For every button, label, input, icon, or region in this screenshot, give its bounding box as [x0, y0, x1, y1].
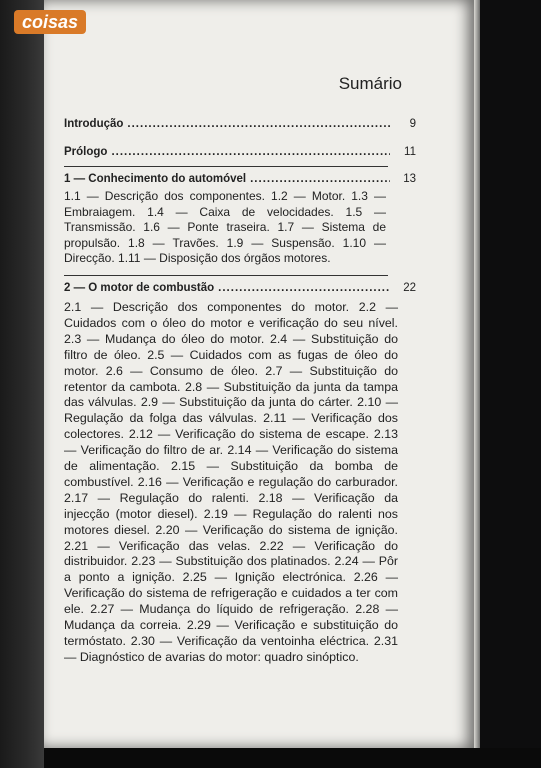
divider — [64, 275, 388, 276]
table-of-contents — [64, 118, 416, 666]
toc-entry-label: Introdução — [64, 118, 124, 130]
toc-entry-page: 9 — [409, 118, 416, 130]
toc-entry-prologo — [64, 146, 416, 158]
book-spine — [0, 0, 44, 768]
toc-entry-chapter-2 — [64, 282, 416, 294]
toc-entry-label: 1 — Conhecimento do automóvel — [64, 173, 247, 185]
toc-entry-page: 13 — [403, 173, 416, 185]
leader-dots — [127, 118, 390, 130]
toc-entry-label: 2 — O motor de combustão — [64, 281, 215, 294]
leader-dots — [250, 173, 390, 185]
page-edge — [474, 0, 480, 748]
chapter-2-sections: 2.1 — Descrição dos componentes do motor. 2.2 — Cuidados com o óleo do motor e verificação do seu nível. 2.3 — Mudança do óleo do motor. 2.4 — Substituição do filtro de óleo. 2.5 — Cuidados com as fugas de óleo do motor. 2.6 — Consumo de óleo. 2.7 — Substituição do retentor da cambota. 2.8 — Substituição da junta da tampa das válvulas. 2.9 — Substituição da junta do cárter. 2.10 — Regulação da folga das válvulas. 2.11 — Verificação dos colectores. 2.12 — Verificação do sistema de escape. 2.13 — Verificação do filtro de ar. 2.14 — Verificação do sistema de alimentação. 2.15 — Substituição da bomba de combustível. 2.16 — Verificação e regulação do carburador. 2.17 — Regulação do ralenti. 2.18 — Verificação da injecção (motor diesel). 2.19 — Regulação do ralenti nos motores diesel. 2.20 — Verificação do sistema de ignição. 2.21 — Verificação das velas. 2.22 — Verificação do distribuidor. 2.23 — Substituição dos platinados. 2.24 — Pôr a ponto a ignição. 2.25 — Ignição electrónica. 2.26 — Verificação do sistema de refrigeração e cuidados a ter com ele. 2.27 — Mudança do líquido de refrigeração. 2.28 — Mudança da correia. 2.29 — Verificação e substituição do termóstato. 2.30 — Verificação da ventoinha eléctrica. 2.31 — Diagnóstico de avarias do motor: quadro sinóptico. — [64, 299, 398, 664]
leader-dots — [218, 282, 390, 294]
divider — [64, 166, 388, 167]
chapter-1-sections: 1.1 — Descrição dos componentes. 1.2 — Motor. 1.3 — Embraiagem. 1.4 — Caixa de velocidades. 1.5 — Transmissão. 1.6 — Ponte traseira. 1.7 — Sistema de propulsão. 1.8 — Travões. 1.9 — Suspensão. 1.10 — Direcção. 1.11 — Disposição dos órgãos motores. — [64, 189, 386, 266]
toc-entry-page: 22 — [403, 281, 416, 294]
background-strip — [44, 748, 541, 768]
toc-entry-chapter-1 — [64, 173, 416, 185]
page-title: Sumário — [338, 74, 402, 93]
leader-dots — [111, 146, 390, 158]
watermark-logo: coisas — [14, 10, 86, 34]
toc-entry-introducao — [64, 118, 416, 130]
toc-entry-page: 11 — [404, 146, 416, 158]
toc-entry-label: Prólogo — [64, 146, 108, 158]
